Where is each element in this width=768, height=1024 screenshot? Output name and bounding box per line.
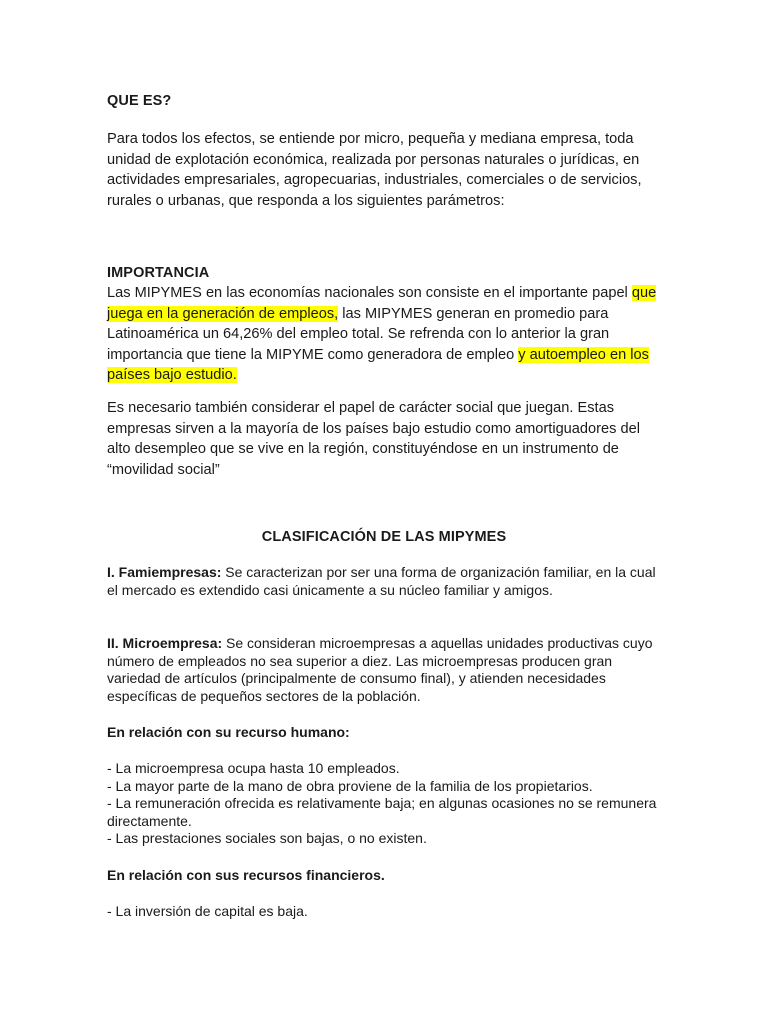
microempresa-label: II. Microempresa:: [107, 635, 223, 651]
list-item: - La inversión de capital es baja.: [107, 903, 308, 919]
que-es-paragraph: Para todos los efectos, se entiende por micro, pequeña y mediana empresa, toda unidad de explotación económica, realizada por personas naturales o jurídicas, en actividades empresariales, agropecuarias, industriales, comerciales o de servicios, rurales o urbanas, que responda a los siguientes parámetros:: [107, 131, 642, 209]
highlighted-text-empleos: que juega en la generación de empleos,: [107, 285, 657, 322]
section-heading-que-es: QUE ES?: [107, 93, 172, 109]
highlighted-text-autoempleo: y autoempleo en los países bajo estudio.: [107, 346, 649, 384]
section-heading-recursos-financieros: En relación con sus recursos financieros.: [107, 867, 385, 883]
famiempresas-paragraph: [107, 564, 667, 599]
famiempresas-text: Se caracterizan por ser una forma de organización familiar, en la cual el mercado es extendido casi únicamente a su núcleo familiar y amigos.: [107, 564, 656, 598]
recursos-financieros-list: [107, 903, 667, 921]
importancia-paragraph-2: Es necesario también considerar el papel de carácter social que juegan. Estas empresas sirven a la mayoría de los países bajo estudio como amortiguadores del alto desempleo que se vive en la región, constituyéndose en un instrumento de “movilidad social”: [107, 400, 640, 478]
list-item: - La mayor parte de la mano de obra proviene de la familia de los propietarios.: [107, 777, 593, 794]
section-heading-recurso-humano: En relación con su recurso humano:: [107, 724, 350, 740]
importancia-text-2: las MIPYMES generan en promedio para Latinoamérica un 64,26% del empleo total. Se refrenda con lo anterior la gran importancia que tiene la MIPYME como generadora de empleo: [107, 305, 610, 363]
list-item: - La microempresa ocupa hasta 10 empleados.: [107, 760, 400, 776]
famiempresas-label: I. Famiempresas:: [107, 564, 222, 580]
importancia-paragraph-1: [107, 283, 667, 386]
importancia-text-1: Las MIPYMES en las economías nacionales son consiste en el importante papel: [107, 285, 632, 301]
list-item: - La remuneración ofrecida es relativamente baja; en algunas ocasiones no se remunera directamente.: [107, 795, 657, 829]
section-heading-clasificacion: CLASIFICACIÓN DE LAS MIPYMES: [261, 529, 507, 545]
recurso-humano-list: [107, 760, 667, 848]
section-heading-importancia: IMPORTANCIA: [107, 265, 210, 281]
microempresa-text: Se consideran microempresas a aquellas unidades productivas cuyo número de empleados no sea superior a diez. Las microempresas producen gran variedad de artículos (principalmente de consumo final), y atienden necesidades específicas de pequeños sectores de la población.: [107, 635, 653, 704]
microempresa-paragraph: [107, 635, 667, 705]
list-item: - Las prestaciones sociales son bajas, o no existen.: [107, 830, 427, 847]
